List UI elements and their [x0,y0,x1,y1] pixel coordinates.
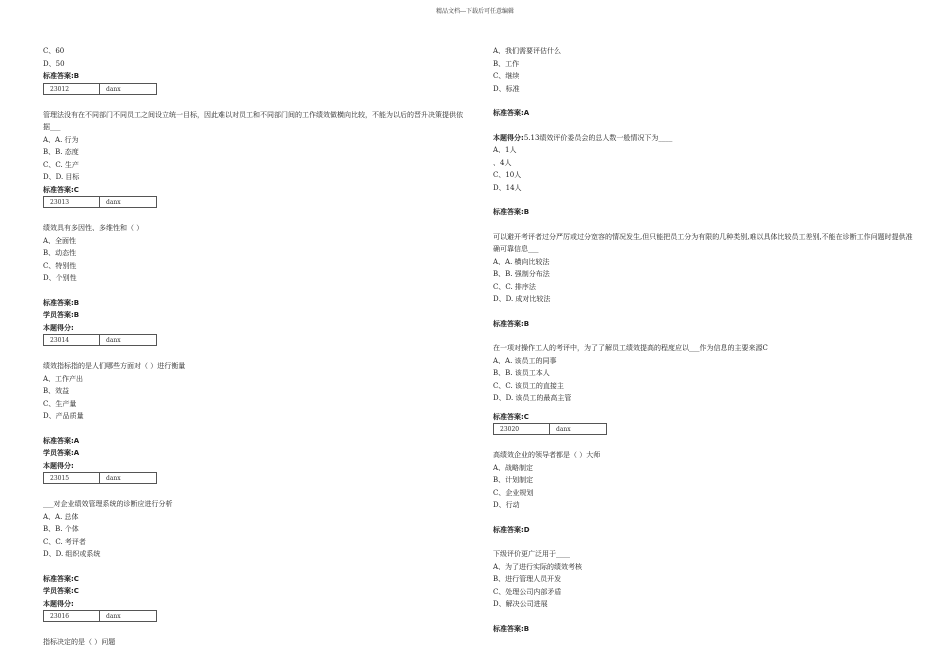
option: B、进行管理人员开发 [493,575,562,583]
question-stem [493,132,913,145]
option: D、14人 [493,183,522,192]
option: C、继续 [493,72,520,80]
question-score: 本题得分: [43,323,74,332]
option: D、D. 目标 [43,173,80,181]
question-stem: 在一项对操作工人的考评中，为了了解员工绩效提高的程度应以___作为信息的主要来源C [493,344,768,352]
standard-answer: 标准答案:A [43,436,80,445]
question-code: 23015 [43,472,100,484]
standard-answer: 标准答案:A [493,109,530,117]
question-type: danx [100,83,157,95]
question-stem-text: 5.13绩效评价委员会的总人数一般情况下为____ [523,133,673,142]
option: A、工作产出 [43,374,84,383]
question-score: 本题得分: [43,599,74,608]
option: A、A. 行为 [43,135,79,144]
student-answer: 学员答案:A [43,449,80,457]
question-code: 23016 [43,610,100,622]
question-code-table [43,196,463,208]
option: D、行动 [493,501,520,509]
question-type: danx [100,196,157,208]
option: A、我们需要评估什么 [493,47,562,55]
question-stem: 绩效指标指的是人们哪些方面对（ ）进行衡量 [43,362,186,370]
question-code: 23013 [43,196,100,208]
option: B、工作 [493,59,520,68]
standard-answer: 标准答案:D [493,525,530,534]
page-header: 精品文档---下载后可任意编辑 [435,8,515,15]
question-score: 本题得分: [43,461,74,470]
student-answer: 学员答案:C [43,587,79,595]
student-answer: 学员答案:B [43,311,80,319]
left-column [43,45,463,649]
option: D、D. 成对比较法 [493,295,551,303]
question-stem: 绩效具有多因性、多维性和（ ） [43,224,144,232]
question-stem: ___对企业绩效管理系统的诊断应进行分析 [43,500,173,508]
question-stem: 可以避开考评者过分严厉或过分宽容的情况发生,但只能把员工分为有限的几种类别,难以具体比较员工差别,不能在诊断工作问题时提供准确可靠信息___ [493,232,913,253]
question-code: 23020 [493,423,550,435]
option: B、B. 个体 [43,525,79,533]
option: A、为了进行实际的绩效考核 [493,562,583,571]
option: B、B. 态度 [43,148,79,156]
option: D、50 [43,59,65,68]
question-type: danx [100,610,157,622]
option: C、C. 考评者 [43,537,86,546]
right-column [493,45,913,635]
question-code-table [43,83,463,95]
option: A、全面性 [43,236,77,245]
option: D、标准 [493,84,520,93]
question-stem: 指标决定的是（ ）问题 [43,638,116,646]
question-code-table [43,334,463,346]
option: D、解决公司进展 [493,600,548,608]
standard-answer: 标准答案:C [43,574,79,583]
option: C、C. 该员工的直接主 [493,381,564,390]
option: C、处理公司内部矛盾 [493,587,562,596]
option: D、产品质量 [43,412,84,420]
standard-answer: 标准答案:C [43,185,79,194]
option: A、A. 横向比较法 [493,257,550,266]
question-code: 23012 [43,83,100,95]
option: B、计划制定 [493,476,534,484]
option: B、效益 [43,387,70,395]
option: B、B. 该员工本人 [493,369,550,377]
option: A、1人 [493,146,517,154]
option: A、A. 该员工的同事 [493,356,557,365]
question-type: danx [100,472,157,484]
option: C、10人 [493,171,522,179]
option: D、D. 该员工的最高主管 [493,394,572,402]
option: D、D. 组织或系统 [43,550,101,558]
option: B、动态性 [43,249,77,257]
option: C、特别性 [43,261,77,270]
question-code-table [43,610,463,622]
question-stem: 下级评价更广泛用于____ [493,550,570,558]
option: A、战略制定 [493,463,534,472]
question-type: danx [100,334,157,346]
standard-answer: 标准答案:B [493,624,530,633]
question-code-table [493,423,913,435]
option: A、A. 总体 [43,512,79,521]
standard-answer: 标准答案:B [493,319,530,328]
standard-answer: 标准答案:B [43,72,80,80]
option: 、4人 [493,158,512,167]
option: C、C. 排序法 [493,282,536,291]
option: C、C. 生产 [43,160,79,169]
option: C、企业规划 [493,488,534,497]
option: D、个别性 [43,274,77,282]
question-stem: 管理法没有在不同部门不同员工之间设立统一目标，因此难以对员工和不同部门间的工作绩效做横向比较，不能为以后的晋升决策提供依据___ [43,110,463,131]
option: C、生产量 [43,399,77,408]
question-stem: 高绩效企业的领导者都是（ ）大师 [493,451,601,459]
standard-answer: 标准答案:C [493,412,529,421]
option: B、B. 强制分布法 [493,270,550,278]
question-code: 23014 [43,334,100,346]
standard-answer: 标准答案:B [43,298,80,307]
option: C、60 [43,47,65,55]
question-type: danx [550,423,607,435]
question-code-table [43,472,463,484]
question-score: 本题得分: [493,133,524,142]
standard-answer: 标准答案:B [493,208,530,216]
